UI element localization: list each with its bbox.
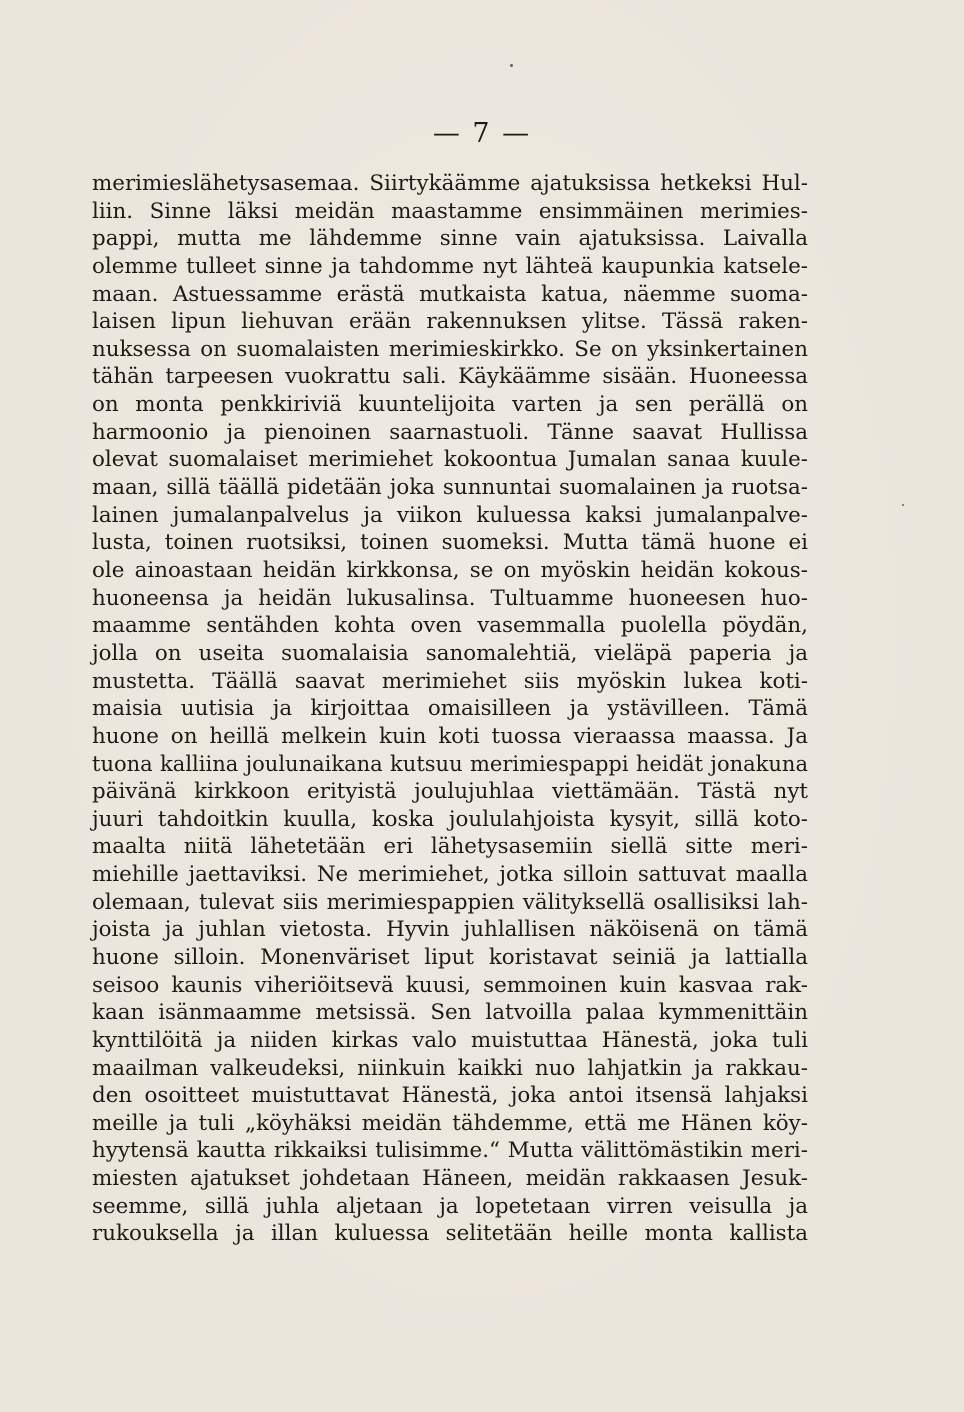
body-text bbox=[92, 170, 808, 1248]
text-line: maailman valkeudeksi, niinkuin kaikki nuo lahjatkin ja rakkau- bbox=[92, 1055, 808, 1081]
text-line: rukouksella ja illan kuluessa selitetään heille monta kallista bbox=[92, 1221, 808, 1247]
text-line: miesten ajatukset johdetaan Häneen, meidän rakkaasen Jesuk- bbox=[92, 1166, 808, 1192]
text-line: joista ja juhlan vietosta. Hyvin juhlallisen näköisenä on tämä bbox=[92, 917, 808, 943]
text-line: maamme sentähden kohta oven vasemmalla puolella pöydän, bbox=[92, 613, 808, 639]
text-line: liin. Sinne läksi meidän maastamme ensimmäinen merimies- bbox=[92, 198, 808, 224]
text-line: olemaan, tulevat siis merimiespappien välityksellä osallisiksi lah- bbox=[92, 889, 808, 915]
text-line: kynttilöitä ja niiden kirkas valo muistuttaa Hänestä, joka tuli bbox=[92, 1027, 808, 1053]
text-line: laisen lipun liehuvan erään rakennuksen ylitse. Tässä raken- bbox=[92, 309, 808, 335]
text-line: seisoo kaunis viheriöitsevä kuusi, semmoinen kuin kasvaa rak- bbox=[92, 972, 808, 998]
text-line: nuksessa on suomalaisten merimieskirkko. Se on yksinkertainen bbox=[92, 336, 808, 362]
text-line: seemme, sillä juhla aljetaan ja lopetetaan virren veisulla ja bbox=[92, 1193, 808, 1219]
text-line: meille ja tuli „köyhäksi meidän tähdemme, että me Hänen köy- bbox=[92, 1110, 808, 1136]
text-line: pappi, mutta me lähdemme sinne vain ajatuksissa. Laivalla bbox=[92, 226, 808, 252]
text-line: jolla on useita suomalaisia sanomalehtiä, vieläpä paperia ja bbox=[92, 640, 808, 666]
text-line: lusta, toinen ruotsiksi, toinen suomeksi. Mutta tämä huone ei bbox=[92, 530, 808, 556]
text-line: maan, sillä täällä pidetään joka sunnuntai suomalainen ja ruotsa- bbox=[92, 475, 808, 501]
text-line: maalta niitä lähetetään eri lähetysasemiin siellä sitte meri- bbox=[92, 834, 808, 860]
text-line: olemme tulleet sinne ja tahdomme nyt lähteä kaupunkia katsele- bbox=[92, 253, 808, 279]
text-line: merimieslähetysasemaa. Siirtykäämme ajatuksissa hetkeksi Hul- bbox=[92, 171, 808, 196]
text-line: huone silloin. Monenväriset liput koristavat seiniä ja lattialla bbox=[92, 944, 808, 970]
text-line: kaan isänmaamme metsissä. Sen latvoilla palaa kymmenittäin bbox=[92, 1000, 808, 1026]
text-line: huone on heillä melkein kuin koti tuossa vieraassa maassa. Ja bbox=[92, 723, 808, 749]
text-line: tuona kalliina joulunaikana kutsuu merimiespappi heidät jonakuna bbox=[92, 751, 808, 777]
paper-speck bbox=[510, 64, 513, 67]
paper-speck bbox=[902, 504, 904, 506]
text-line: tähän tarpeesen vuokrattu sali. Käykäämme sisään. Huoneessa bbox=[92, 364, 808, 390]
text-line: olevat suomalaiset merimiehet kokoontua Jumalan sanaa kuule- bbox=[92, 447, 808, 473]
text-line: juuri tahdoitkin kuulla, koska joululahjoista kysyit, sillä koto- bbox=[92, 806, 808, 832]
text-line: ole ainoastaan heidän kirkkonsa, se on myöskin heidän kokous- bbox=[92, 557, 808, 583]
page-number: — 7 — bbox=[432, 118, 532, 149]
text-line: harmoonio ja pienoinen saarnastuoli. Tänne saavat Hullissa bbox=[92, 419, 808, 445]
text-line: maisia uutisia ja kirjoittaa omaisilleen ja ystävilleen. Tämä bbox=[92, 696, 808, 722]
text-line: huoneensa ja heidän lukusalinsa. Tultuamme huoneesen huo- bbox=[92, 585, 808, 611]
text-line: miehille jaettaviksi. Ne merimiehet, jotka silloin sattuvat maalla bbox=[92, 862, 808, 888]
text-line: on monta penkkiriviä kuuntelijoita varten ja sen perällä on bbox=[92, 392, 808, 418]
text-line: hyytensä kautta rikkaiksi tulisimme.“ Mutta välittömästikin meri- bbox=[92, 1138, 808, 1164]
text-line: den osoitteet muistuttavat Hänestä, joka antoi itsensä lahjaksi bbox=[92, 1083, 808, 1109]
text-line: maan. Astuessamme erästä mutkaista katua, näemme suoma- bbox=[92, 281, 808, 307]
text-line: päivänä kirkkoon erityistä joulujuhlaa viettämään. Tästä nyt bbox=[92, 779, 808, 805]
text-line: mustetta. Täällä saavat merimiehet siis myöskin lukea koti- bbox=[92, 668, 808, 694]
text-line: lainen jumalanpalvelus ja viikon kuluessa kaksi jumalanpalve- bbox=[92, 502, 808, 528]
